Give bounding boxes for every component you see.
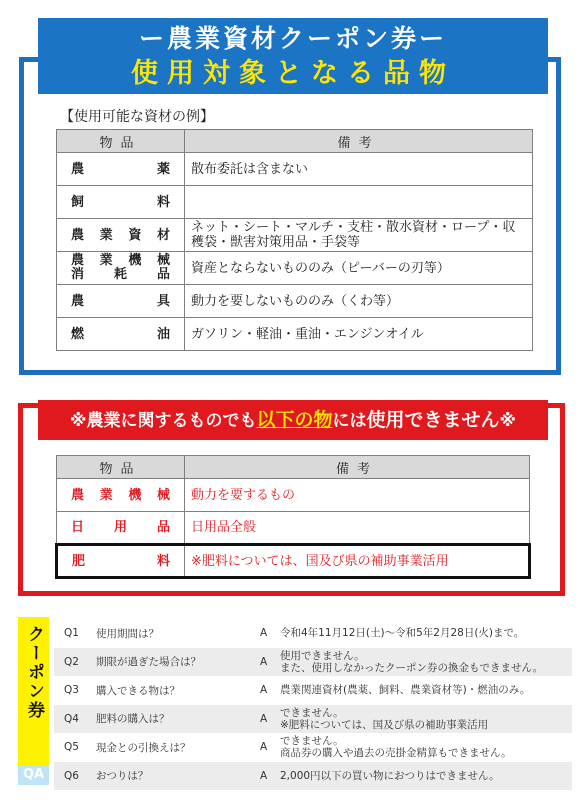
table-row <box>57 186 533 219</box>
qa-side-tab <box>18 617 49 785</box>
qa-row <box>54 733 572 761</box>
item-name-line1: 農業機械 <box>71 253 170 268</box>
answer-text <box>280 733 570 763</box>
column-header-note: 備考 <box>185 130 533 153</box>
item-name-line2: 消耗品 <box>71 267 170 282</box>
question-number: Q2 <box>64 655 79 668</box>
question-number: Q6 <box>64 769 79 782</box>
answer-text <box>280 648 570 678</box>
qa-row <box>54 705 572 733</box>
banner-text-d: 使用できません <box>366 409 500 431</box>
question-number: Q3 <box>64 684 79 697</box>
answer-line2: ※肥料については、国及び県の補助事業活用 <box>280 718 489 731</box>
question-text: 現金との引換えは？ <box>96 741 191 754</box>
item-name <box>57 252 185 285</box>
banner-text-a: ※農業に関するものでも <box>69 411 257 431</box>
table-row <box>57 153 533 186</box>
banned-items-table <box>55 455 531 579</box>
question-text: 肥料の購入は？ <box>96 713 170 726</box>
coupon-title: ー農業資材クーポン券ー <box>138 24 447 53</box>
question-number: Q5 <box>64 741 79 754</box>
item-note: 動力を要しないもののみ（くわ等） <box>185 285 533 318</box>
answer-line1: 使用できません。 <box>280 649 365 662</box>
column-header-item: 物品 <box>57 130 185 153</box>
item-note <box>185 186 533 219</box>
item-note: 散布委託は含まない <box>185 153 533 186</box>
answer-line2: また、使用しなかったクーポン券の換金もできません。 <box>280 661 544 674</box>
answer-mark: A <box>260 655 268 668</box>
question-text: 使用期間は？ <box>96 627 159 640</box>
item-note: 資産とならないもののみ（ピーバーの刃等） <box>185 252 533 285</box>
answer-line1: できません。 <box>280 706 344 719</box>
question-number: Q4 <box>64 712 79 725</box>
coupon-subtitle: 使用対象となる品物 <box>131 58 455 89</box>
answer-mark: A <box>260 627 268 639</box>
table-row <box>57 252 533 285</box>
qa-row <box>54 676 572 704</box>
answer-text <box>280 705 570 735</box>
item-name: 農具 <box>57 285 185 318</box>
coupon-title-banner <box>38 18 548 94</box>
qa-row <box>54 619 572 647</box>
allowed-items-caption: 【使用可能な資材の例】 <box>60 109 214 125</box>
banner-text-e: ※ <box>499 411 517 431</box>
answer-mark: A <box>260 741 268 754</box>
answer-mark: A <box>260 684 268 697</box>
qa-row <box>54 648 572 676</box>
question-text: 購入できる物は？ <box>96 684 180 697</box>
answer-text: 2,000円以下の買い物におつりはできません。 <box>280 769 500 782</box>
item-name: 農業資材 <box>57 219 185 252</box>
item-name: 燃油 <box>57 318 185 351</box>
banner-text-c: には <box>332 411 367 431</box>
answer-mark: A <box>260 712 268 725</box>
table-row-highlighted <box>57 545 530 578</box>
item-note: 日用品全般 <box>185 512 530 545</box>
qa-list <box>54 619 572 791</box>
table-row <box>57 318 533 351</box>
answer-line2: 商品券の購入や過去の売掛金精算もできません。 <box>280 747 512 760</box>
question-text: 期限が過ぎた場合は？ <box>96 656 201 669</box>
table-row <box>57 512 530 545</box>
qa-badge: QA <box>18 765 49 785</box>
item-name: 肥料 <box>57 545 185 578</box>
item-name: 農業機械 <box>57 479 185 512</box>
question-text: おつりは？ <box>96 770 149 783</box>
table-row <box>57 219 533 252</box>
answer-text: 農業関連資材(農薬、飼料、農業資材等)・燃油のみ。 <box>280 684 531 697</box>
item-note: 動力を要するもの <box>185 479 530 512</box>
item-name: 日用品 <box>57 512 185 545</box>
qa-row <box>54 762 572 790</box>
banner-text-b: 以下の物 <box>256 409 333 431</box>
table-row <box>57 285 533 318</box>
banned-items-banner <box>38 400 548 440</box>
item-note: ネット・シート・マルチ・支柱・散水資材・ロープ・収穫袋・獣害対策用品・手袋等 <box>185 219 533 252</box>
question-number: Q1 <box>64 627 79 639</box>
column-header-item: 物品 <box>57 456 185 479</box>
item-note: ※肥料については、国及び県の補助事業活用 <box>185 545 530 578</box>
answer-text: 令和4年11月12日(土)～令和5年2月28日(火)まで。 <box>280 627 525 639</box>
item-note: ガソリン・軽油・重油・エンジンオイル <box>185 318 533 351</box>
qa-tab-label: クーポン券 <box>24 625 44 720</box>
column-header-note: 備考 <box>185 456 530 479</box>
answer-line1: できません。 <box>280 735 344 748</box>
allowed-items-table <box>56 129 533 351</box>
item-name: 農薬 <box>57 153 185 186</box>
answer-mark: A <box>260 769 268 782</box>
table-row <box>57 479 530 512</box>
item-name: 飼料 <box>57 186 185 219</box>
